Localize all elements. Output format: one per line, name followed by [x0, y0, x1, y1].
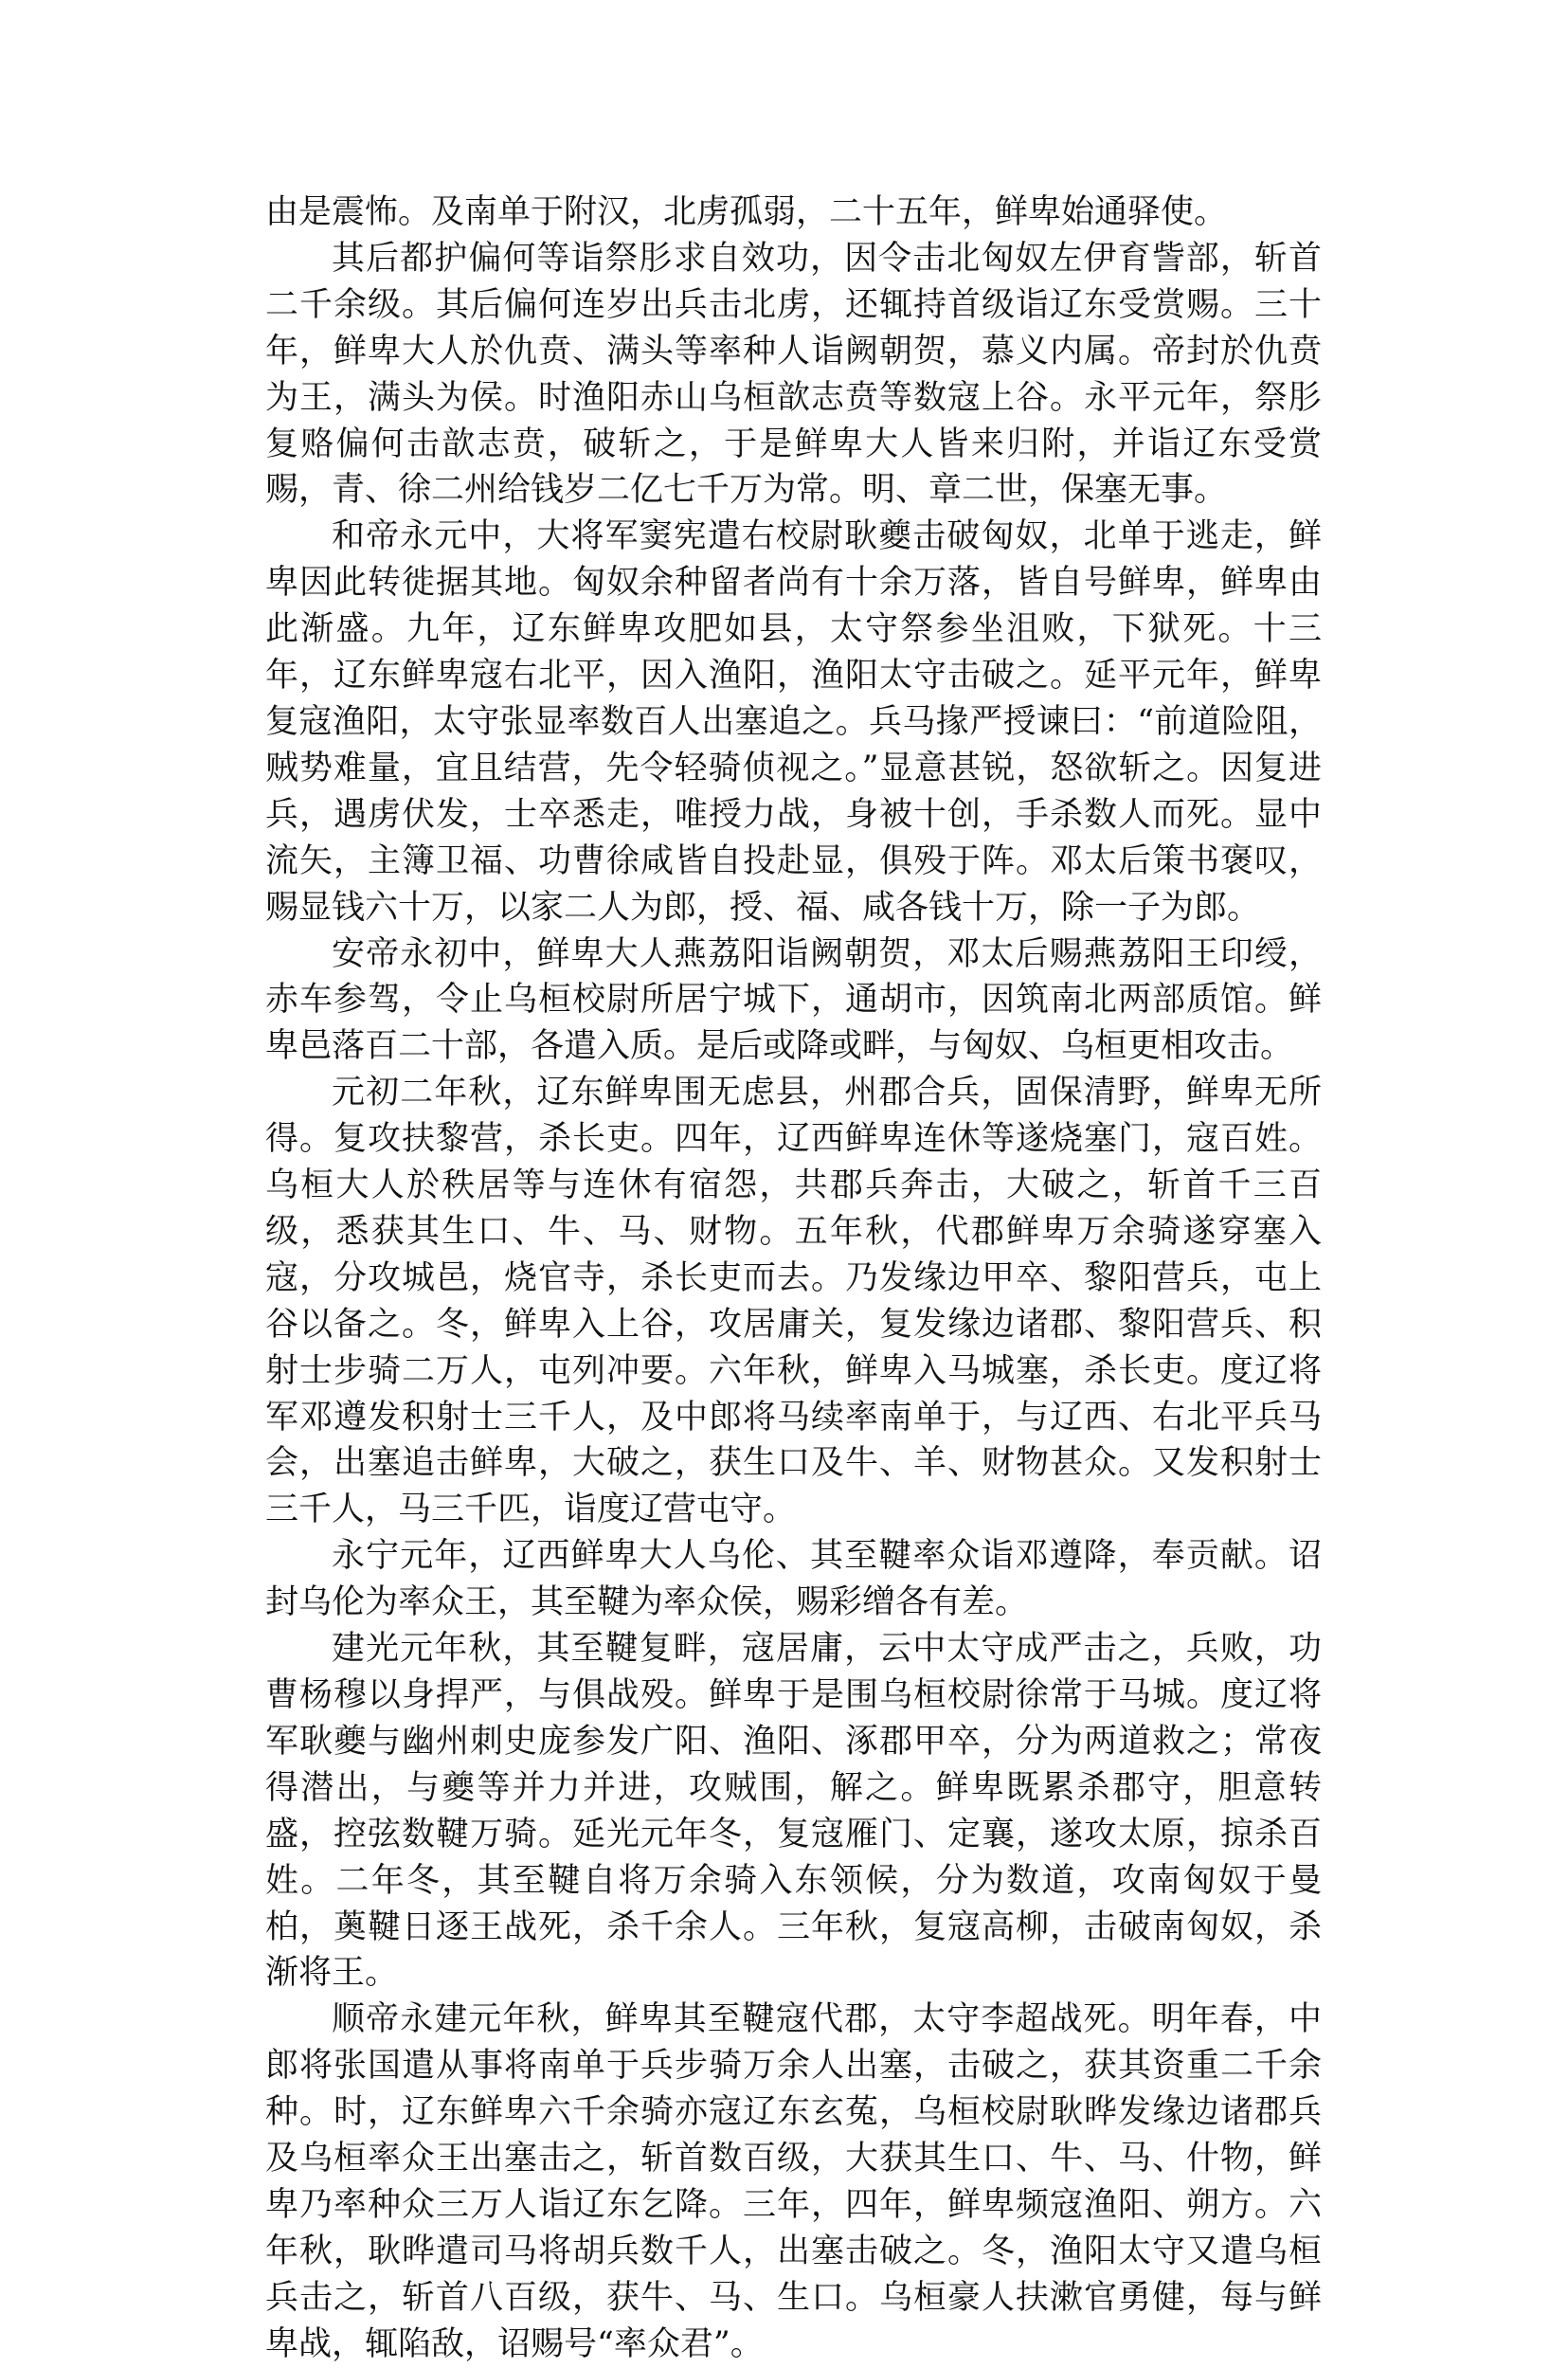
- paragraph-8: 顺帝永建元年秋，鲜卑其至鞬寇代郡，太守李超战死。明年春，中郎将张国遣从事将南单于兵步骑万余人出塞，击破之，获其资重二千余种。时，辽东鲜卑六千余骑亦寇辽东玄菟，乌桓校尉耿晔发缘边诸郡兵及乌桓率众王出塞击之，斩首数百级，大获其生口、牛、马、什物，鲜卑乃率种众三万人诣辽东乞降。三年，四年，鲜卑频寇渔阳、朔方。六年秋，耿晔遣司马将胡兵数千人，出塞击破之。冬，渔阳太守又遣乌桓兵击之，斩首八百级，获牛、马、生口。乌桓豪人扶漱官勇健，每与鲜卑战，辄陷敌，诏赐号“率众君”。: [265, 2000, 1322, 2363]
- paragraph-3: 和帝永元中，大将军窦宪遣右校尉耿夔击破匈奴，北单于逃走，鲜卑因此转徙据其地。匈奴余种留者尚有十余万落，皆自号鲜卑，鲜卑由此渐盛。九年，辽东鲜卑攻肥如县，太守祭参坐沮败，下狱死。十三年，辽东鲜卑寇右北平，因入渔阳，渔阳太守击破之。延平元年，鲜卑复寇渔阳，太守张显率数百人出塞追之。兵马掾严授谏曰：“前道险阻，贼势难量，宜且结营，先令轻骑侦视之。”显意甚锐，怒欲斩之。因复进兵，遇虏伏发，士卒悉走，唯授力战，身被十创，手杀数人而死。显中流矢，主簿卫福、功曹徐咸皆自投赴显，俱殁于阵。邓太后策书褒叹，赐显钱六十万，以家二人为郎，授、福、咸各钱十万，除一子为郎。: [265, 517, 1322, 927]
- paragraph-7: 建光元年秋，其至鞬复畔，寇居庸，云中太守成严击之，兵败，功曹杨穆以身捍严，与俱战殁。鲜卑于是围乌桓校尉徐常于马城。度辽将军耿夔与幽州刺史庞参发广阳、渔阳、涿郡甲卒，分为两道救之；常夜得潜出，与夔等并力并进，攻贼围，解之。鲜卑既累杀郡守，胆意转盛，控弦数鞬万骑。延光元年冬，复寇雁门、定襄，遂攻太原，掠杀百姓。二年冬，其至鞬自将万余骑入东领候，分为数道，攻南匈奴于曼柏，薁鞬日逐王战死，杀千余人。三年秋，复寇高柳，击破南匈奴，杀渐将王。: [265, 1630, 1322, 1993]
- paragraph-5: 元初二年秋，辽东鲜卑围无虑县，州郡合兵，固保清野，鲜卑无所得。复攻扶黎营，杀长吏。四年，辽西鲜卑连休等遂烧塞门，寇百姓。乌桓大人於秩居等与连休有宿怨，共郡兵奔击，大破之，斩首千三百级，悉获其生口、牛、马、财物。五年秋，代郡鲜卑万余骑遂穿塞入寇，分攻城邑，烧官寺，杀长吏而去。乃发缘边甲卒、黎阳营兵，屯上谷以备之。冬，鲜卑入上谷，攻居庸关，复发缘边诸郡、黎阳营兵、积射士步骑二万人，屯列冲要。六年秋，鲜卑入马城塞，杀长吏。度辽将军邓遵发积射士三千人，及中郎将马续率南单于，与辽西、右北平兵马会，出塞追击鲜卑，大破之，获生口及牛、羊、财物甚众。又发积射士三千人，马三千匹，诣度辽营屯守。: [265, 1074, 1322, 1529]
- paragraph-4: 安帝永初中，鲜卑大人燕荔阳诣阙朝贺，邓太后赐燕荔阳王印绶，赤车参驾，令止乌桓校尉所居宁城下，通胡市，因筑南北两部质馆。鲜卑邑落百二十部，各遣入质。是后或降或畔，与匈奴、乌桓更相攻击。: [265, 934, 1322, 1066]
- paragraph-1: 由是震怖。及南单于附汉，北虏孤弱，二十五年，鲜卑始通驿使。: [265, 193, 1228, 231]
- paragraph-2: 其后都护偏何等诣祭肜求自效功，因令击北匈奴左伊育訾部，斩首二千余级。其后偏何连岁出兵击北虏，还辄持首级诣辽东受赏赐。三十年，鲜卑大人於仇贲、满头等率种人诣阙朝贺，慕义内属。帝封於仇贲为王，满头为侯。时渔阳赤山乌桓歆志贲等数寇上谷。永平元年，祭肜复赂偏何击歆志贲，破斩之，于是鲜卑大人皆来归附，并诣辽东受赏赐，青、徐二州给钱岁二亿七千万为常。明、章二世，保塞无事。: [265, 239, 1322, 510]
- paragraph-6: 永宁元年，辽西鲜卑大人乌伦、其至鞬率众诣邓遵降，奉贡献。诏封乌伦为率众王，其至鞬为率众侯，赐彩缯各有差。: [265, 1537, 1322, 1622]
- document-page: [265, 190, 1322, 2368]
